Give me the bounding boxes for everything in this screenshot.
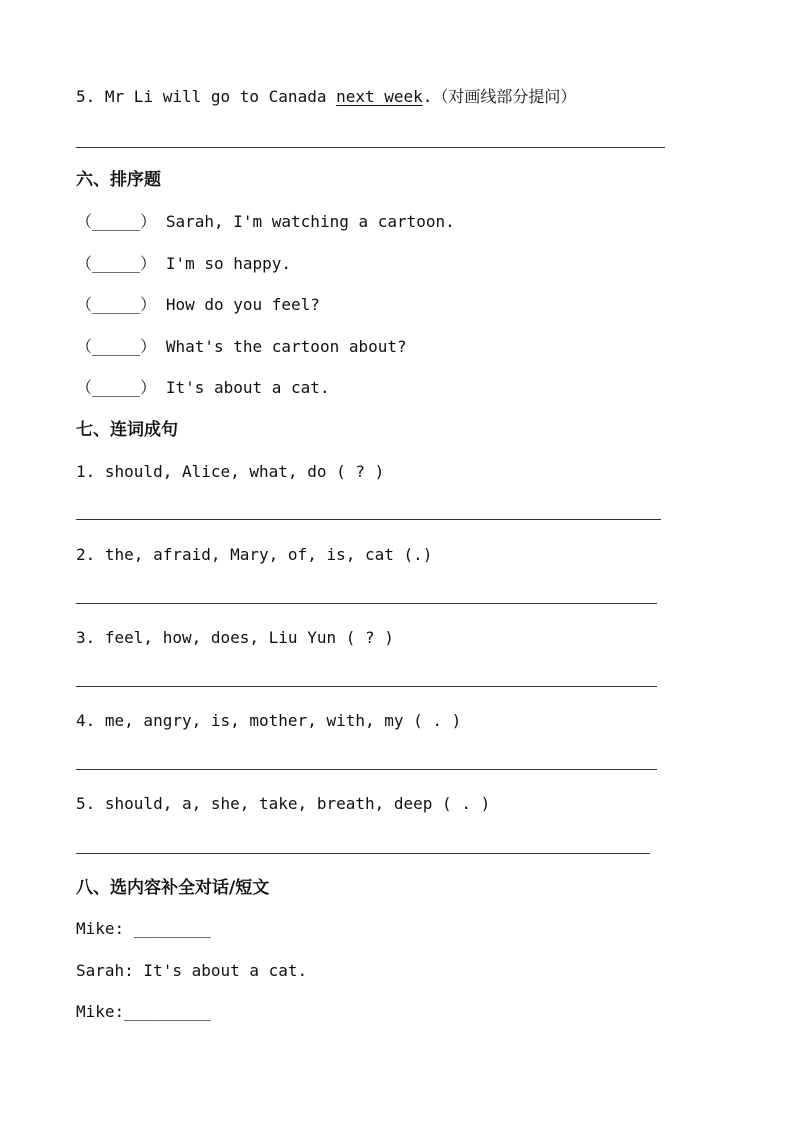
section-7-title: 七、连词成句 [76,420,178,440]
answer-line[interactable] [76,603,657,604]
section-8-title: 八、选内容补全对话/短文 [76,878,270,898]
question-number: 5. [76,87,96,106]
answer-line[interactable] [76,147,665,148]
ordering-item-text: It's about a cat. [165,378,330,397]
ordering-item [76,254,291,274]
dialogue-line: Mike: ________ [76,919,211,938]
ordering-item-text: How do you feel? [165,295,320,314]
ordering-item-text: What's the cartoon about? [165,337,407,356]
ordering-blank[interactable]: （_____） [76,254,157,273]
ordering-blank[interactable]: （_____） [76,337,157,356]
dialogue-line: Sarah: It's about a cat. [76,961,308,980]
ordering-blank[interactable]: （_____） [76,212,157,231]
sentence-item: 5. should, a, she, take, breath, deep ( . ) [76,794,491,813]
ordering-item-text: Sarah, I'm watching a cartoon. [165,212,455,231]
question-text-before: Mr Li will go to Canada [104,87,337,106]
dialogue-line: Mike:_________ [76,1002,211,1021]
ordering-item [76,212,455,232]
answer-line[interactable] [76,769,657,770]
ordering-item [76,337,407,357]
underlined-phrase: next week [336,87,423,106]
question-5-transform [76,87,576,107]
sentence-item: 2. the, afraid, Mary, of, is, cat (.) [76,545,433,564]
sentence-item: 3. feel, how, does, Liu Yun ( ? ) [76,628,394,647]
answer-line[interactable] [76,686,657,687]
question-instruction: .（对画线部分提问） [422,87,577,106]
ordering-blank[interactable]: （_____） [76,378,157,397]
answer-line[interactable] [76,853,650,854]
section-6-title: 六、排序题 [76,170,161,190]
sentence-item: 1. should, Alice, what, do ( ? ) [76,462,385,481]
ordering-item-text: I'm so happy. [165,254,292,273]
ordering-item [76,378,330,398]
sentence-item: 4. me, angry, is, mother, with, my ( . ) [76,711,462,730]
ordering-item [76,295,320,315]
ordering-blank[interactable]: （_____） [76,295,157,314]
answer-line[interactable] [76,519,661,520]
